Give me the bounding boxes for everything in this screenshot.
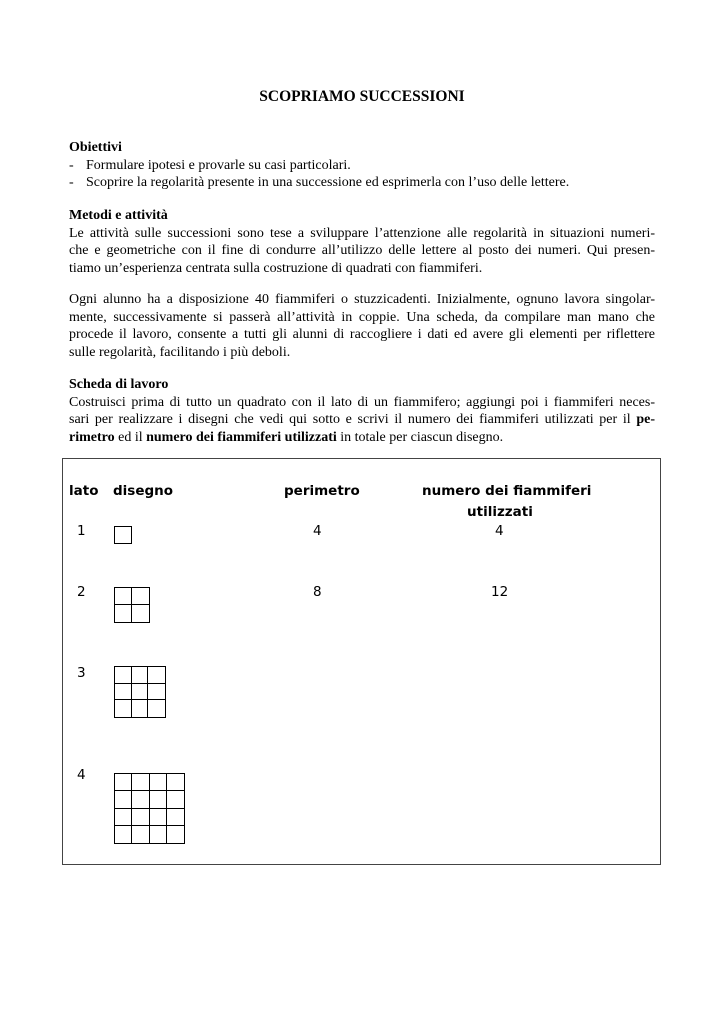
matchstick-square-cell bbox=[132, 774, 149, 791]
matchstick-square-cell bbox=[115, 684, 132, 701]
matchstick-square-cell bbox=[132, 605, 149, 622]
matchstick-square-cell bbox=[115, 774, 132, 791]
matchstick-square-cell bbox=[115, 527, 131, 543]
row-1-lato: 1 bbox=[77, 523, 86, 539]
row-1-square-drawing bbox=[114, 526, 132, 544]
matchstick-square-cell bbox=[132, 826, 149, 843]
row-4-lato: 4 bbox=[77, 767, 86, 783]
header-perimetro: perimetro bbox=[284, 483, 360, 499]
row-4-square-drawing bbox=[114, 773, 185, 844]
matchstick-square-cell bbox=[150, 791, 167, 808]
metodi-paragraph-2: Ogni alunno ha a disposizione 40 fiammiferi o stuzzicadenti. Inizialmente, ognuno lavora singolar- mente, successivamente si passerà all’attività in coppie. Una scheda, da compilare man mano che procede il lavoro, consente a tutti gli alunni di raccogliere i dati ed avere gli elementi per riflettere sulle regolarità, facilitando i più deboli. bbox=[69, 292, 655, 360]
matchstick-square-cell bbox=[115, 605, 132, 622]
matchstick-square-cell bbox=[167, 809, 184, 826]
matchstick-square-cell bbox=[132, 809, 149, 826]
matchstick-square-cell bbox=[148, 700, 165, 717]
header-disegno: disegno bbox=[113, 483, 174, 499]
matchstick-square-cell bbox=[167, 826, 184, 843]
matchstick-square-cell bbox=[132, 684, 149, 701]
matchstick-square-cell bbox=[115, 700, 132, 717]
matchstick-square-cell bbox=[132, 588, 149, 605]
matchstick-square-cell bbox=[150, 774, 167, 791]
obiettivi-item: - Scoprire la regolarità presente in una successione ed esprimerla con l’uso delle lettere. bbox=[69, 175, 570, 190]
row-2-square-drawing bbox=[114, 587, 150, 623]
matchstick-square-cell bbox=[115, 791, 132, 808]
scheda-heading: Scheda di lavoro bbox=[69, 377, 169, 392]
metodi-section bbox=[69, 207, 655, 277]
matchstick-square-cell bbox=[115, 667, 132, 684]
row-1-fiammiferi: 4 bbox=[495, 523, 504, 539]
matchstick-square-cell bbox=[148, 684, 165, 701]
row-2-perimetro: 8 bbox=[313, 584, 322, 600]
obiettivi-section bbox=[69, 139, 655, 192]
matchstick-square-cell bbox=[148, 667, 165, 684]
page-title: SCOPRIAMO SUCCESSIONI bbox=[259, 88, 465, 105]
obiettivi-item: - Formulare ipotesi e provarle su casi particolari. bbox=[69, 157, 351, 173]
metodi-heading: Metodi e attività bbox=[69, 208, 168, 223]
metodi-paragraph-1: Le attività sulle successioni sono tese a sviluppare l’attenzione alle regolarità in situazioni numeri- che e geometriche con il fine di condurre all’utilizzo delle lettere al posto dei numeri. Qui presen- tiamo un’esperienza centrata sulla costruzione di quadrati con fiammiferi. bbox=[69, 225, 655, 276]
row-3-square-drawing bbox=[114, 666, 166, 718]
matchstick-square-cell bbox=[115, 826, 132, 843]
header-lato: lato bbox=[69, 483, 99, 499]
matchstick-square-cell bbox=[150, 826, 167, 843]
row-2-fiammiferi: 12 bbox=[491, 584, 509, 600]
scheda-section: Scheda di lavoro Costruisci prima di tutto un quadrato con il lato di un fiammifero; aggiungi poi i fiammiferi neces- sari per realizzare i disegni che vedi qui sotto e scrivi il numero dei fiammiferi utilizzati per il pe- rimetro ed il numero dei fiammiferi utilizzati in totale per ciascun disegno. bbox=[69, 377, 655, 445]
matchstick-square-cell bbox=[167, 774, 184, 791]
row-3-lato: 3 bbox=[77, 665, 86, 681]
obiettivi-heading: Obiettivi bbox=[69, 140, 122, 155]
matchstick-square-cell bbox=[115, 809, 132, 826]
row-1-perimetro: 4 bbox=[313, 523, 322, 539]
matchstick-square-cell bbox=[115, 588, 132, 605]
header-utilizzati: utilizzati bbox=[467, 504, 533, 520]
matchstick-square-cell bbox=[150, 809, 167, 826]
matchstick-square-cell bbox=[132, 791, 149, 808]
header-fiammiferi: numero dei fiammiferi bbox=[422, 483, 592, 499]
matchstick-square-cell bbox=[167, 791, 184, 808]
row-2-lato: 2 bbox=[77, 584, 86, 600]
matchstick-square-cell bbox=[132, 667, 149, 684]
matchstick-square-cell bbox=[132, 700, 149, 717]
